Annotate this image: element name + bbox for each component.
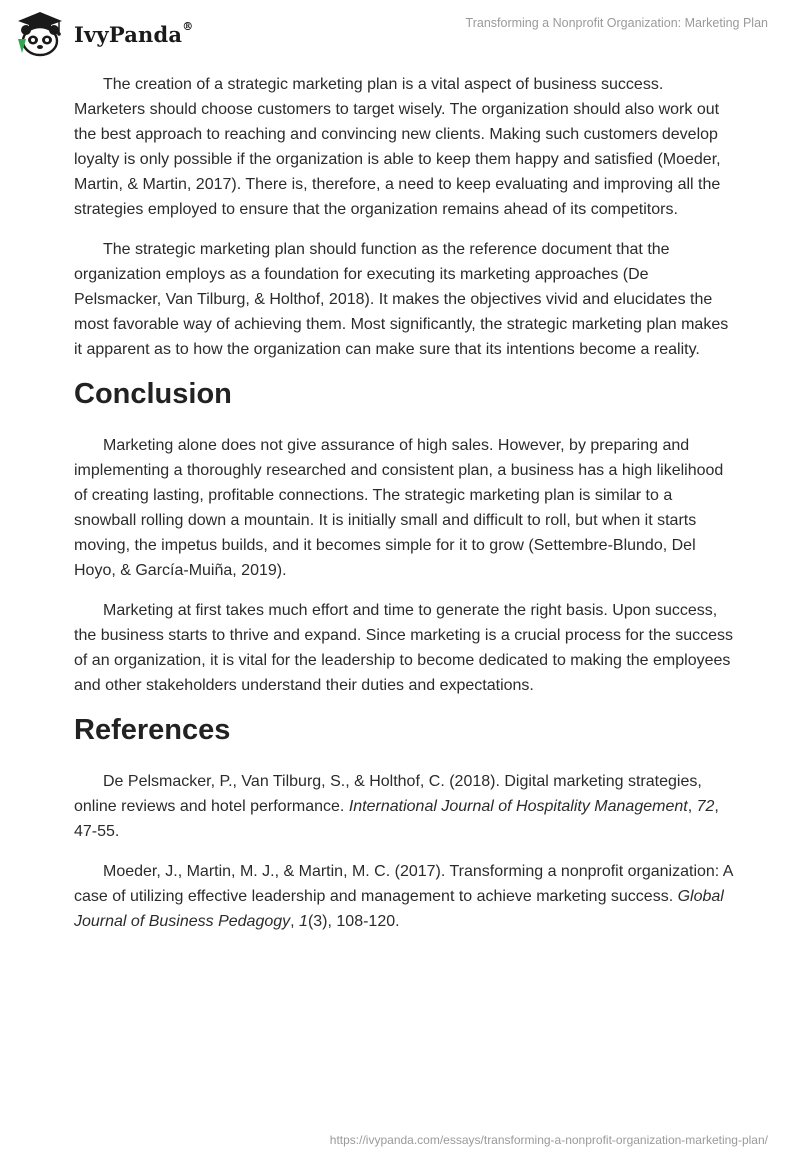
journal-volume: 72	[696, 798, 715, 815]
journal-title: Global Journal of Business Pedagogy	[74, 888, 724, 930]
brand-name: IvyPanda®	[74, 20, 194, 47]
reference-entry: Moeder, J., Martin, M. J., & Martin, M. C. (2017). Transforming a nonprofit organization: A case of utilizing effective leadership and management to achieve marketing success. Global Journal of Business Pedagogy, 1(3), 108-120.	[74, 863, 733, 930]
panda-graduate-icon	[14, 9, 68, 57]
brand-logo[interactable]	[14, 9, 194, 57]
registered-mark: ®	[182, 20, 194, 33]
reference-entry: De Pelsmacker, P., Van Tilburg, S., & Holthof, C. (2018). Digital marketing strategies, online reviews and hotel performance. International Journal of Hospitality Management, 72, 47-55.	[74, 773, 719, 840]
references-heading: References	[74, 714, 231, 746]
paragraph: The strategic marketing plan should function as the reference document that the organization employs as a foundation for executing its marketing approaches (De Pelsmacker, Van Tilburg, & Holthof, 2018). It makes the objectives vivid and elucidates the most favorable way of achieving them. Most significantly, the strategic marketing plan makes it apparent as to how the organization can make sure that its intentions become a reality.	[74, 241, 729, 358]
paragraph: The creation of a strategic marketing plan is a vital aspect of business success. Marketers should choose customers to target wisely. The organization should also work out the best approach to reaching and convincing new clients. Making such customers develop loyalty is only possible if the organization is able to keep them happy and satisfied (Moeder, Martin, & Martin, 2017). There is, therefore, a need to keep evaluating and improving all the strategies employed to ensure that the organization remains ahead of its competitors.	[74, 76, 721, 218]
page-header	[0, 0, 800, 70]
journal-volume: 1	[299, 913, 308, 930]
conclusion-heading: Conclusion	[74, 378, 232, 410]
document-title: Transforming a Nonprofit Organization: Marketing Plan	[465, 16, 768, 30]
paragraph: Marketing at first takes much effort and time to generate the right basis. Upon success, the business starts to thrive and expand. Since marketing is a crucial process for the success of an organization, it is vital for the leadership to become dedicated to making the employees and other stakeholders understand their duties and expectations.	[74, 602, 733, 694]
source-url[interactable]: https://ivypanda.com/essays/transforming-a-nonprofit-organization-marketing-plan/	[329, 1133, 768, 1147]
journal-title: International Journal of Hospitality Management	[348, 798, 688, 815]
essay-body	[74, 70, 734, 949]
paragraph: Marketing alone does not give assurance of high sales. However, by preparing and implementing a thoroughly researched and consistent plan, a business has a high likelihood of creating lasting, profitable connections. The strategic marketing plan is similar to a snowball rolling down a mountain. It is initially small and difficult to roll, but when it starts moving, the impetus builds, and it becomes simple for it to grow (Settembre-Blundo, Del Hoyo, & García-Muiña, 2019).	[74, 437, 724, 579]
